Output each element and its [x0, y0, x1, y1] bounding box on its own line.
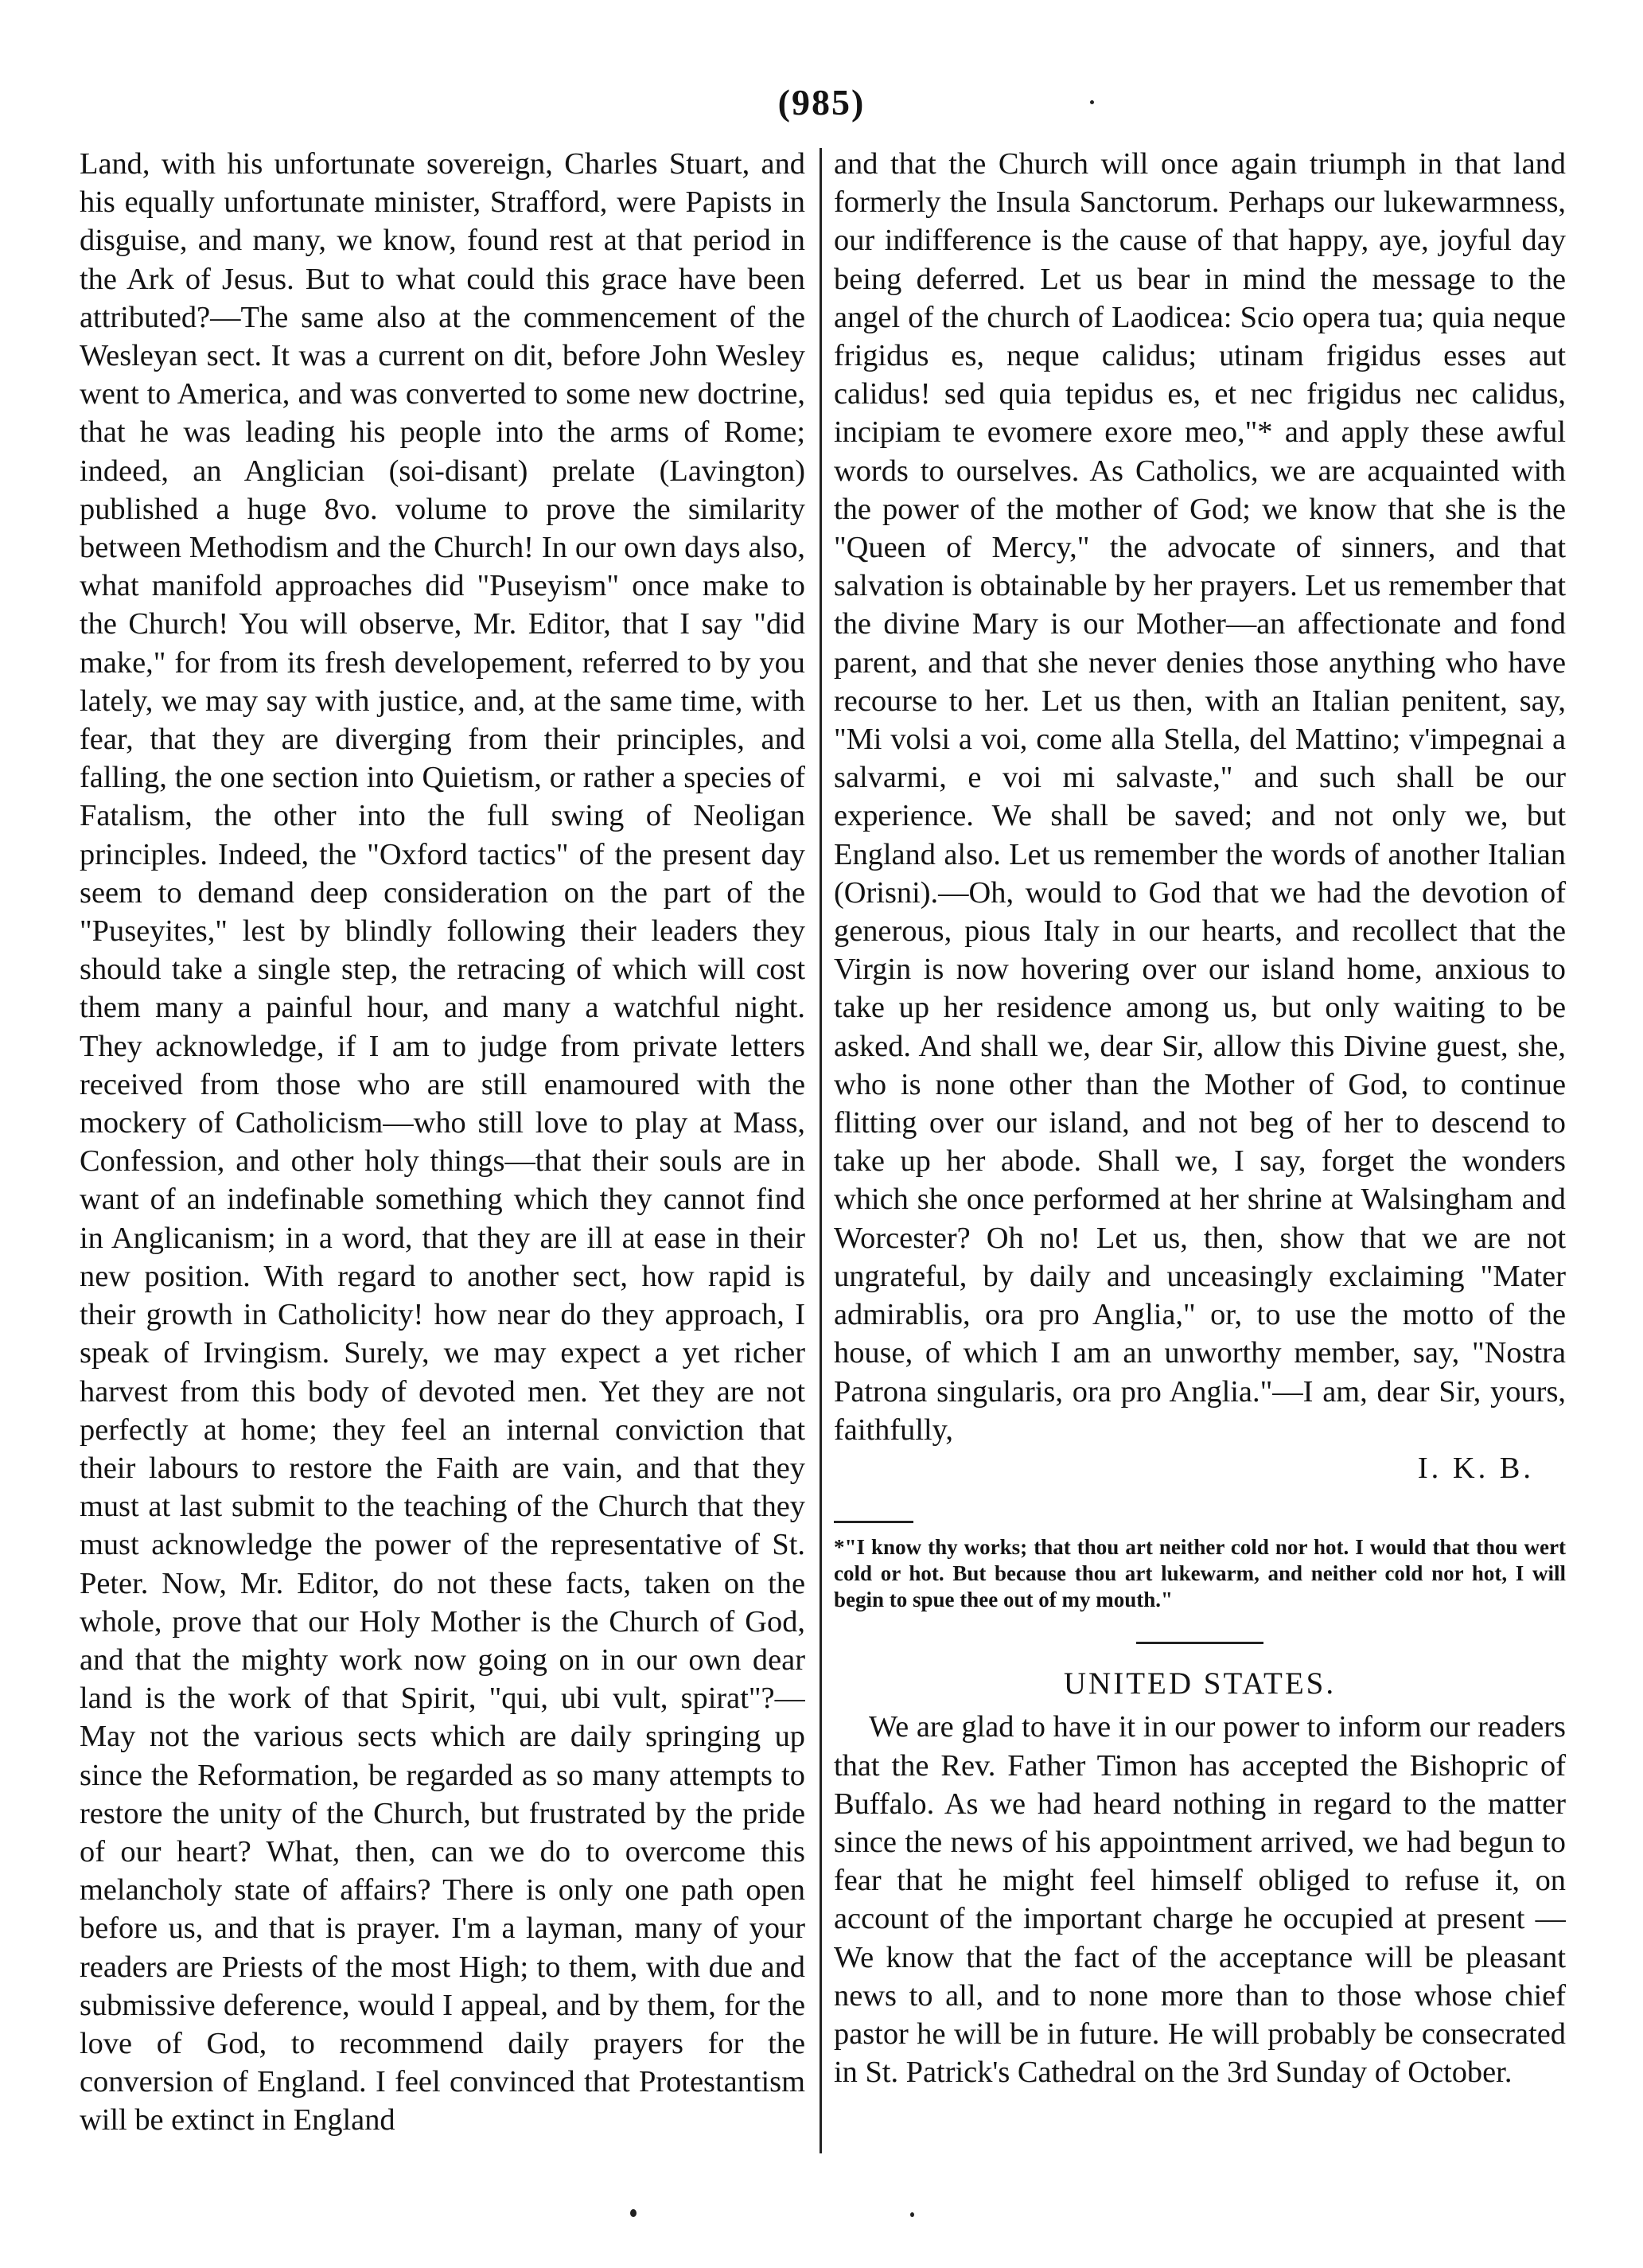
footnote-rule [834, 1521, 913, 1523]
print-speck [630, 2209, 637, 2217]
footnote: *"I know thy works; that thou art neither cold nor hot. I would that thou wert cold or hot. But because thou art lukewarm, and neither cold nor hot, I will begin to spue thee out of my mouth." [834, 1535, 1566, 1612]
print-speck [910, 2212, 914, 2217]
section-heading: UNITED STATES. [1063, 1666, 1337, 1701]
print-speck [1090, 100, 1094, 104]
page-number: (985) [777, 82, 866, 123]
right-column [834, 145, 1566, 2158]
left-column-text: Land, with his unfortunate sovereign, Charles Stuart, and his equally unfortunate minister, Strafford, were Papists in disguise, and many, we know, found rest at that period in the Ark of Jesus. But to what could this grace have been attributed?—The same also at the commencement of the Wesleyan sect. It was a current on dit, before John Wesley went to America, and was converted to some new doctrine, that he was leading his people into the arms of Rome; indeed, an Anglician (soi-disant) prelate (Lavington) published a huge 8vo. volume to prove the similarity between Methodism and the Church! In our own days also, what manifold approaches did "Puseyism" once make to the Church! You will observe, Mr. Editor, that I say "did make," for from its fresh developement, referred to by you lately, we may say with justice, and, at the same time, with fear, that they are diverging from their principles, and falling, the one section into Quietism, or rather a species of Fatalism, the other into the full swing of Neoligan principles. Indeed, the "Oxford tactics" of the present day seem to demand deep consideration on the part of the "Puseyites," lest by blindly following their leaders they should take a single step, the retracing of which will cost them many a painful hour, and many a watchful night. They acknowledge, if I am to judge from private letters received from those who are still enamoured with the mockery of Catholicism—who still love to play at Mass, Confession, and other holy things—that their souls are in want of an indefinable something which they cannot find in Anglicanism; in a word, that they are ill at ease in their new position. With regard to another sect, how rapid is their growth in Catholicity! how near do they approach, I speak of Irvingism. Surely, we may expect a yet richer harvest from this body of devoted men. Yet they are not perfectly at home; they feel an internal conviction that their labours to restore the Faith are vain, and that they must at last submit to the teaching of the Church that they must acknowledge the power of the representative of St. Peter. Now, Mr. Editor, do not these facts, taken on the whole, prove that our Holy Mother is the Church of God, and that the mighty work now going on in our own dear land is the work of that Spirit, "qui, ubi vult, spirat"?—May not the various sects which are daily springing up since the Reformation, be regarded as so many attempts to restore the unity of the Church, but frustrated by the pride of our heart? What, then, can we do to overcome this melancholy state of affairs? There is only one path open before us, and that is prayer. I'm a layman, many of your readers are Priests of the most High; to them, with due and submissive deference, would I appeal, and by them, for the love of God, to recommend daily prayers for the conversion of England. I feel convinced that Protestantism will be extinct in England [80, 147, 805, 2137]
letter-continuation-text: and that the Church will once again triumph in that land formerly the Insula Sanctorum. Perhaps our lukewarmness, our indifference is the cause of that happy, aye, joyful day being deferred. Let us bear in mind the message to the angel of the church of Laodicea: Scio opera tua; quia neque frigidus es, neque calidus; utinam frigidus esses aut calidus! sed quia tepidus es, et nec frigidus nec calidus, incipiam te evomere exore meo,"* and apply these awful words to ourselves. As Catholics, we are acquainted with the power of the mother of God; we know that she is the "Queen of Mercy," the advocate of sinners, and that salvation is obtainable by her prayers. Let us remember that the divine Mary is our Mother—an affectionate and fond parent, and that she never denies those anything who have recourse to her. Let us then, with an Italian penitent, say, "Mi volsi a voi, come alla Stella, del Mattino; v'impegnai a salvarmi, e voi mi salvaste," and such shall be our experience. We shall be saved; and not only we, but England also. Let us remember the words of another Italian (Orisni).—Oh, would to God that we had the devotion of generous, pious Italy in our hearts, and recollect that the Virgin is now hovering over our island home, anxious to take up her residence among us, but only waiting to be asked. And shall we, dear Sir, allow this Divine guest, she, who is none other than the Mother of God, to continue flitting over our island, and not beg of her to descend to take up her abode. Shall we, I say, forget the wonders which she once performed at her shrine at Walsingham and Worcester? Oh no! Let us, then, show that we are not ungrateful, by daily and unceasingly exclaiming "Mater admirablis, ora pro Anglia," or, to use the motto of the house, of which I am an unworthy member, say, "Nostra Patrona singularis, ora pro Anglia."—I am, dear Sir, yours, faithfully, [834, 147, 1566, 1447]
section-rule [1136, 1642, 1263, 1644]
left-column [80, 145, 805, 2158]
united-states-article-text: We are glad to have it in our power to inform our readers that the Rev. Father Timon has accepted the Bishopric of Buffalo. As we had heard nothing in regard to the matter since the news of his appointment arrived, we had begun to fear that he might feel himself obliged to refuse it, on account of the important charge he occupied at present — We know that the fact of the acceptance will be pleasant news to all, and to none more than to those whose chief pastor he will be in future. He will probably be consecrated in St. Patrick's Cathedral on the 3rd Sunday of October. [834, 1710, 1566, 2090]
letter-signature: I. K. B. [1417, 1451, 1534, 1485]
column-divider [820, 148, 822, 2153]
